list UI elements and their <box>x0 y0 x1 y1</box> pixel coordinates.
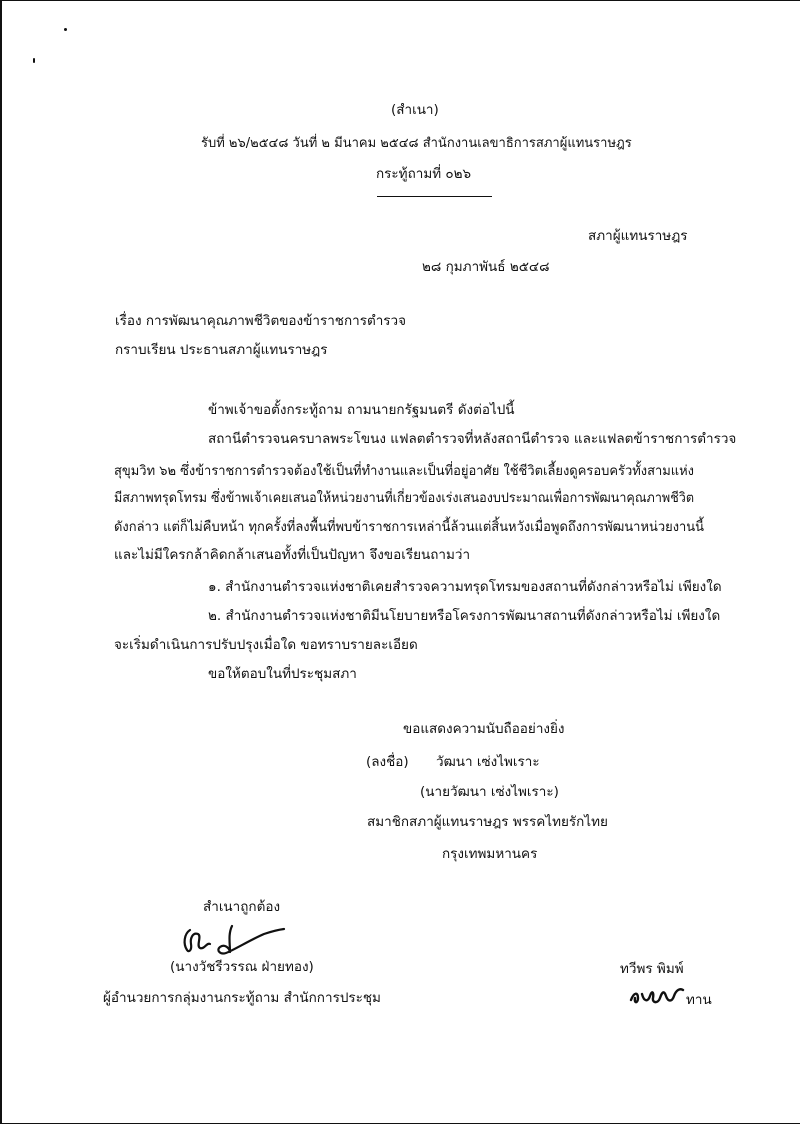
document-date: ๒๘ กุมภาพันธ์ ๒๕๔๘ <box>422 259 550 275</box>
receipt-line: รับที่ ๒๖/๒๕๔๘ วันที่ ๒ มีนาคม ๒๕๔๘ สำนักงานเลขาธิการสภาผู้แทนราษฎร <box>201 136 632 151</box>
scan-speck <box>33 58 35 63</box>
certifier-position: ผู้อำนวยการกลุ่มงานกระทู้ถาม สำนักการประชุม <box>103 990 381 1006</box>
paragraph-line: สถานีตำรวจนครบาลพระโขนง แฟลตตำรวจที่หลังสถานีตำรวจ และแฟลตข้าราชการตำรวจ <box>208 431 737 447</box>
subject-line: เรื่อง การพัฒนาคุณภาพชีวิตของข้าราชการตำรวจ <box>115 313 407 329</box>
salutation: กราบเรียน ประธานสภาผู้แทนราษฎร <box>115 342 328 358</box>
question-2-continuation: จะเริ่มดำเนินการปรับปรุงเมื่อใด ขอทราบรายละเอียด <box>114 637 418 653</box>
checked-suffix: ทาน <box>686 992 712 1008</box>
paragraph-line: ดังกล่าว แต่ก็ไม่คืบหน้า ทุกครั้งที่ลงพื้นที่พบข้าราชการเหล่านี้ล้วนแต่สิ้นหวังเมื่อพูดถึงการพัฒนาหน่วยงานนี้ <box>114 519 704 535</box>
question-1: ๑. สำนักงานตำรวจแห่งชาติเคยสำรวจความทรุดโทรมของสถานที่ดังกล่าวหรือไม่ เพียงใด <box>208 579 722 595</box>
typed-by: ทวีพร พิมพ์ <box>620 961 684 977</box>
closing-regards: ขอแสดงความนับถืออย่างยิ่ง <box>403 721 565 737</box>
question-number: กระทู้ถามที่ ๐๒๖ <box>376 166 472 182</box>
handwritten-signature <box>180 920 290 962</box>
certifier-name: (นางวัชรีวรรณ ฝ่ายทอง) <box>170 959 314 975</box>
question-2: ๒. สำนักงานตำรวจแห่งชาติมีนโยบายหรือโครงการพัฒนาสถานที่ดังกล่าวหรือไม่ เพียงใด <box>208 608 721 624</box>
signer-province: กรุงเทพมหานคร <box>442 846 538 862</box>
signer-name-parenthetical: (นายวัฒนา เซ่งไพเราะ) <box>420 784 559 800</box>
checker-initials <box>628 984 686 1008</box>
scan-speck <box>64 28 67 31</box>
body-intro: ข้าพเจ้าขอตั้งกระทู้ถาม ถามนายกรัฐมนตรี ดังต่อไปนี้ <box>208 402 515 418</box>
signer-name: วัฒนา เซ่งไพเราะ <box>436 754 540 770</box>
paragraph-line: สุขุมวิท ๖๒ ซึ่งข้าราชการตำรวจต้องใช้เป็นที่ทำงานและเป็นที่อยู่อาศัย ใช้ชีวิตเลี้ยงดูครอบครัวทั้งสามแห่ง <box>114 463 694 479</box>
signer-position: สมาชิกสภาผู้แทนราษฎร พรรคไทยรักไทย <box>367 814 608 830</box>
copy-mark: (สำเนา) <box>391 102 439 118</box>
sign-prefix: (ลงชื่อ) <box>366 754 409 770</box>
paragraph-line: มีสภาพทรุดโทรม ซึ่งข้าพเจ้าเคยเสนอให้หน่วยงานที่เกี่ยวข้องเร่งเสนองบประมาณเพื่อการพัฒนาคุณภาพชีวิต <box>114 490 694 506</box>
answer-request: ขอให้ตอบในที่ประชุมสภา <box>208 666 357 682</box>
header-divider <box>377 196 492 197</box>
certified-copy-label: สำเนาถูกต้อง <box>203 899 281 915</box>
paragraph-line: และไม่มีใครกล้าคิดกล้าเสนอทั้งที่เป็นปัญหา จึงขอเรียนถามว่า <box>114 547 471 563</box>
sender-org: สภาผู้แทนราษฎร <box>588 228 688 244</box>
